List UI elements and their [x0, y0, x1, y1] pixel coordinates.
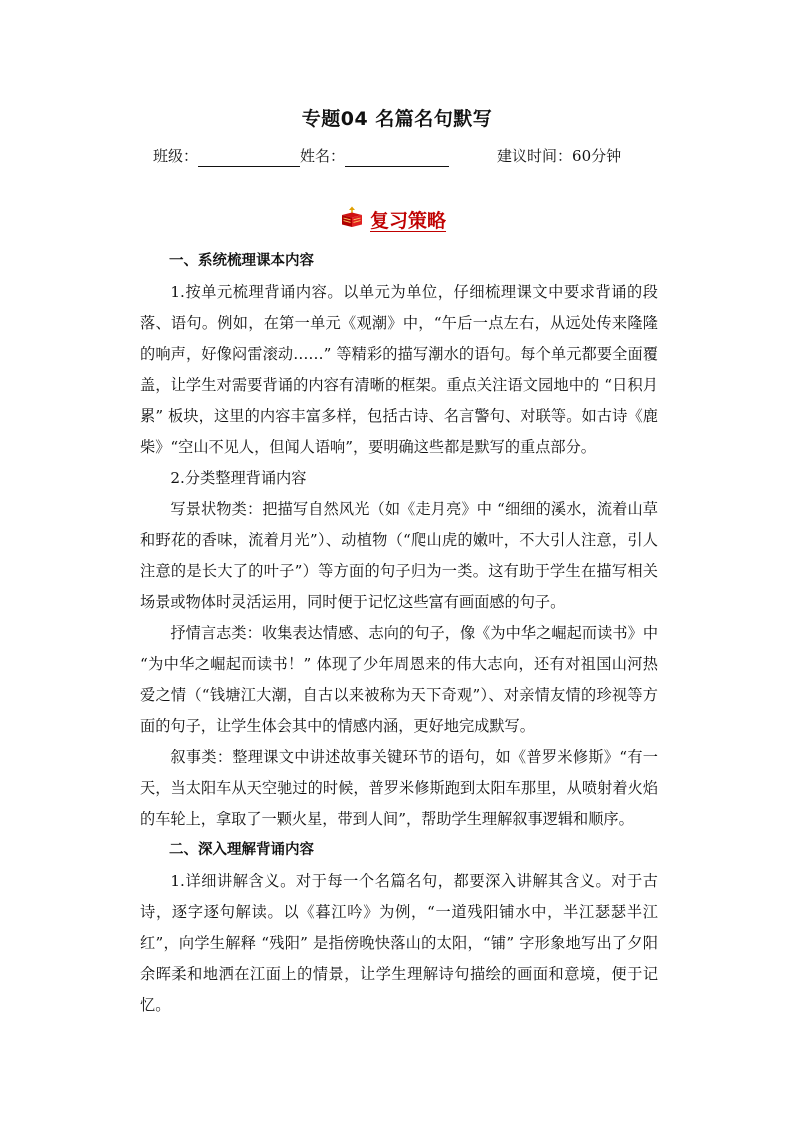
book-stack-icon [340, 205, 364, 233]
name-label: 姓名： [300, 147, 346, 165]
class-label: 班级： [153, 147, 199, 165]
paragraph-narrative: 叙事类：整理课文中讲述故事关键环节的语句，如《普罗米修斯》“有一天，当太阳车从天空驰过的时候，普罗米修斯跑到太阳车那里，从喷射着火焰的车轮上，拿取了一颗火星，带到人间”，帮助学生理解叙事逻辑和顺序。 [140, 748, 658, 828]
heading-deep-understanding: 二、深入理解背诵内容 [169, 842, 314, 858]
student-info-row [153, 145, 621, 167]
suggested-time: 建议时间：60分钟 [497, 147, 622, 165]
section-title: 复习策略 [370, 209, 447, 232]
document-title: 专题04 名篇名句默写 [301, 108, 493, 130]
paragraph-scenery: 写景状物类：把描写自然风光（如《走月亮》中 “细细的溪水，流着山草和野花的香味，流着月光”）、动植物（“爬山虎的嫩叶，不大引人注意，引人注意的是长大了的叶子”）等方面的句子归为一类。这有助于学生在描写相关场景或物体时灵活运用，同时便于记忆这些富有画面感的句子。 [140, 500, 658, 611]
paragraph-explain-meaning: 1.详细讲解含义。对于每一个名篇名句，都要深入讲解其含义。对于古诗，逐字逐句解读。以《暮江吟》为例，“一道残阳铺水中，半江瑟瑟半江红”，向学生解释 “残阳” 是指傍晚快落山的太阳，“铺” 字形象地写出了夕阳余晖柔和地洒在江面上的情景，让学生理解诗句描绘的画面和意境，便于记忆。 [140, 872, 658, 1014]
document-body [140, 246, 658, 1021]
paragraph-classify: 2.分类整理背诵内容 [170, 469, 307, 487]
name-blank[interactable] [345, 146, 449, 167]
paragraph-unit-review: 1.按单元梳理背诵内容。以单元为单位，仔细梳理课文中要求背诵的段落、语句。例如，在第一单元《观潮》中，“午后一点左右，从远处传来隆隆的响声，好像闷雷滚动……” 等精彩的描写潮水的语句。每个单元都要全面覆盖，让学生对需要背诵的内容有清晰的框架。重点关注语文园地中的 “日积月累” 板块，这里的内容丰富多样，包括古诗、名言警句、对联等。如古诗《鹿柴》“空山不见人，但闻人语响”，要明确这些都是默写的重点部分。 [140, 283, 658, 456]
section-heading [340, 205, 446, 233]
class-blank[interactable] [198, 146, 300, 167]
heading-system-review: 一、系统梳理课本内容 [169, 253, 314, 269]
paragraph-lyrical: 抒情言志类：收集表达情感、志向的句子，像《为中华之崛起而读书》中 “为中华之崛起而读书！” 体现了少年周恩来的伟大志向，还有对祖国山河热爱之情（“钱塘江大潮，自古以来被称为天下奇观”）、对亲情友情的珍视等方面的句子，让学生体会其中的情感内涵，更好地完成默写。 [140, 624, 658, 735]
